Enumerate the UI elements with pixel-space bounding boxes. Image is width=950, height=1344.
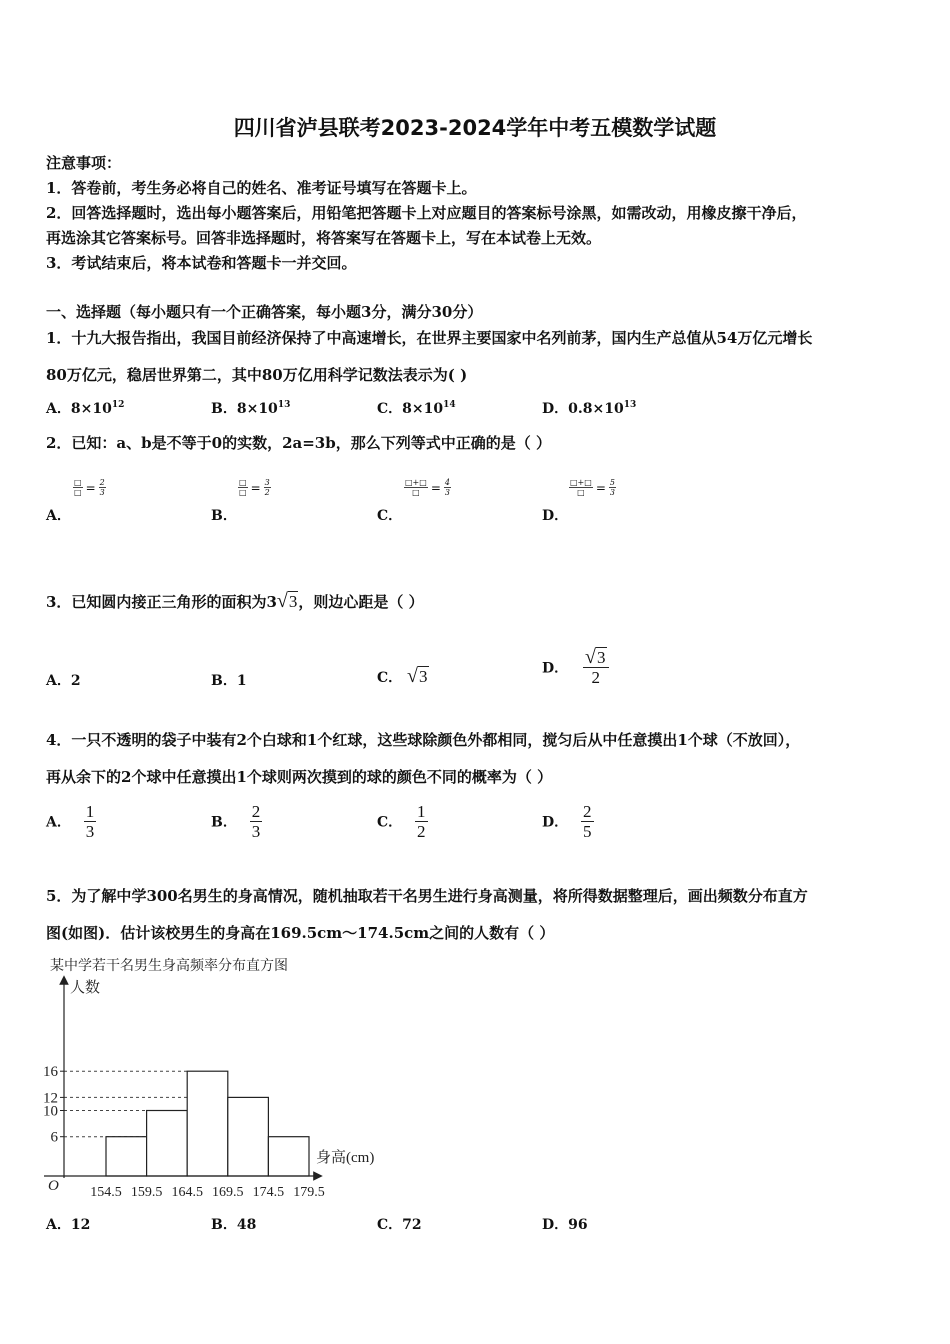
option-exponent: 14 [443, 400, 456, 410]
formula-numerator: 4 [444, 478, 450, 487]
x-tick-label: 159.5 [130, 1185, 163, 1200]
fraction [581, 802, 594, 841]
q2-option-d[interactable]: D． [542, 508, 569, 524]
histogram-bar [106, 1137, 147, 1176]
fraction-denominator: 2 [417, 822, 426, 841]
option-label: A． [46, 401, 71, 417]
fraction-numerator: 2 [251, 802, 261, 821]
x-tick-label: 169.5 [212, 1185, 244, 1200]
notice-heading: 注意事项： [46, 154, 122, 172]
formula-equals: = [85, 480, 96, 495]
question-1-line1: 1．十九大报告指出，我国目前经济保持了中高速增长，在世界主要国家中名列前茅，国内生产总值从54万亿元增长 [46, 329, 813, 347]
y-tick-label: 12 [43, 1090, 58, 1107]
option-value: 96 [568, 1217, 588, 1233]
q2-option-a-formula [73, 470, 106, 497]
option-label: D． [542, 814, 569, 831]
q4-option-c[interactable] [377, 802, 428, 841]
option-base: 8×10 [70, 401, 112, 417]
y-tick-label: 10 [43, 1103, 58, 1120]
q3-option-d[interactable] [542, 648, 609, 687]
q2-option-c[interactable]: C． [377, 508, 403, 524]
q5-option-a[interactable] [46, 1214, 90, 1234]
formula-numerator: □ [74, 478, 82, 487]
formula-equals: = [250, 480, 261, 495]
fraction-numerator: 1 [85, 802, 95, 821]
histogram-chart [0, 950, 420, 1205]
option-value: 2 [70, 673, 81, 689]
formula-numerator: 5 [609, 478, 615, 487]
fraction-denominator: 3 [251, 822, 261, 841]
page-title: 四川省泸县联考2023-2024学年中考五模数学试题 [233, 116, 717, 140]
option-base: 8×10 [402, 401, 444, 417]
fraction-denominator: 3 [85, 822, 95, 841]
formula-numerator: 3 [264, 478, 270, 487]
q1-option-a[interactable] [46, 398, 124, 418]
x-axis-label: 身高(cm) [316, 1150, 375, 1166]
fraction-denominator: 5 [583, 822, 592, 841]
histogram-bar [147, 1111, 188, 1177]
question-1-line2: 80万亿元，稳居世界第二，其中80万亿用科学记数法表示为( ) [46, 366, 468, 384]
option-label: A． [46, 814, 71, 831]
q2-option-c-formula [404, 470, 451, 497]
option-base: 0.8×10 [568, 401, 624, 417]
q2-option-b[interactable]: B． [211, 508, 237, 524]
option-value: 72 [402, 1217, 422, 1233]
option-label: B． [211, 401, 237, 417]
option-label: A． [46, 673, 71, 689]
option-label: A． [46, 1217, 71, 1233]
formula-numerator: 2 [99, 478, 105, 487]
q3-option-b[interactable] [211, 670, 247, 690]
fraction [84, 802, 97, 841]
option-label: C． [377, 670, 403, 686]
sqrt-radicand: 3 [419, 667, 428, 686]
notice-item: 3．考试结束后，将本试卷和答题卡一并交回。 [46, 254, 357, 272]
option-label: C． [377, 814, 403, 831]
option-label: D． [542, 401, 569, 417]
sqrt-radicand: 3 [597, 648, 606, 667]
q5-option-d[interactable] [542, 1214, 588, 1234]
q1-option-b[interactable] [211, 398, 290, 418]
q5-option-b[interactable] [211, 1214, 256, 1234]
sqrt-expression: √3 [276, 590, 298, 612]
formula-denominator: 2 [264, 488, 270, 497]
fraction [415, 802, 428, 841]
option-label: B． [211, 814, 237, 831]
q4-option-a[interactable] [46, 802, 96, 841]
q2-option-b-formula [238, 470, 271, 497]
option-label: D． [542, 1217, 569, 1233]
histogram-bar [187, 1071, 228, 1176]
q1-option-c[interactable] [377, 398, 456, 418]
x-tick-labels [90, 1185, 325, 1200]
fraction-numerator: 1 [417, 802, 426, 821]
formula-equals: = [595, 480, 606, 495]
question-3-text [46, 590, 424, 613]
formula-denominator: □ [239, 488, 247, 497]
formula-numerator: □+□ [405, 478, 427, 487]
formula-denominator: □ [74, 488, 82, 497]
option-exponent: 13 [277, 400, 291, 410]
histogram-bars [106, 1071, 309, 1176]
question-5-line2: 图(如图)．估计该校男生的身高在169.5cm～174.5cm之间的人数有（ ） [46, 924, 555, 942]
histogram-bar [228, 1097, 269, 1176]
x-tick-label: 154.5 [90, 1185, 122, 1200]
x-tick-label: 179.5 [293, 1185, 325, 1200]
formula-denominator: 3 [609, 488, 615, 497]
option-label: B． [211, 673, 237, 689]
y-tick-label: 6 [50, 1129, 58, 1146]
formula-denominator: 3 [444, 488, 450, 497]
x-tick-label: 174.5 [252, 1185, 285, 1200]
fraction: $\frac{√3}{2}$ [583, 648, 608, 687]
section-heading: 一、选择题（每小题只有一个正确答案，每小题3分，满分30分） [46, 303, 483, 321]
y-tick-labels [43, 1064, 59, 1146]
sqrt-expression: √3 [407, 665, 428, 687]
q2-option-a[interactable]: A． [46, 508, 71, 524]
option-exponent: 13 [623, 400, 637, 410]
option-value: 12 [70, 1217, 91, 1233]
question-4-line1: 4．一只不透明的袋子中装有2个白球和1个红球，这些球除颜色外都相同，搅匀后从中任意摸出1个球（不放回）， [46, 731, 801, 749]
origin-label: O [48, 1178, 59, 1194]
formula-equals: = [430, 480, 441, 495]
notice-item: 1．答卷前，考生务必将自己的姓名、准考证号填写在答题卡上。 [46, 179, 477, 197]
formula-numerator: □ [239, 478, 247, 487]
fraction-denominator: 2 [591, 668, 600, 687]
option-value: 48 [236, 1217, 257, 1233]
q5-option-c[interactable] [377, 1214, 422, 1234]
option-exponent: 12 [111, 400, 125, 410]
q2-option-d-formula [569, 470, 616, 497]
option-value: 1 [236, 673, 247, 689]
fraction-numerator: 2 [583, 802, 592, 821]
q3-option-a[interactable] [46, 670, 81, 690]
question-2-text: 2．已知：a、b是不等于0的实数，2a=3b，那么下列等式中正确的是（ ） [46, 434, 551, 452]
option-label: C． [377, 1217, 403, 1233]
option-label: D． [542, 660, 569, 677]
option-label: B． [211, 1217, 237, 1233]
chart-title: 某中学若干名男生身高频率分布直方图 [50, 959, 288, 974]
q3-option-c[interactable] [377, 665, 429, 688]
histogram-bar [268, 1137, 309, 1176]
x-tick-label: 164.5 [171, 1185, 203, 1200]
q1-option-d[interactable] [542, 398, 636, 418]
formula-denominator: □ [412, 488, 420, 497]
question-4-line2: 再从余下的2个球中任意摸出1个球则两次摸到的球的颜色不同的概率为（ ） [46, 768, 553, 786]
question-5-line1: 5．为了解中学300名男生的身高情况，随机抽取若干名男生进行身高测量，将所得数据整理后，画出频数分布直方 [46, 887, 808, 905]
q4-option-d[interactable] [542, 802, 594, 841]
option-base: 8×10 [236, 401, 278, 417]
notice-item: 再选涂其它答案标号。回答非选择题时，将答案写在答题卡上，写在本试卷上无效。 [46, 229, 602, 247]
question-3-before: 3．已知圆内接正三角形的面积为3 [46, 593, 277, 611]
notice-item: 2．回答选择题时，选出每小题答案后，用铅笔把答题卡上对应题目的答案标号涂黑，如需改动，用橡皮擦干净后， [46, 204, 807, 222]
sqrt-radicand: 3 [288, 592, 298, 611]
q4-option-b[interactable] [211, 802, 262, 841]
formula-numerator: □+□ [570, 478, 592, 487]
y-tick-label: 16 [43, 1064, 58, 1081]
question-3-after: ，则边心距是（ ） [298, 593, 424, 611]
y-axis-label: 人数 [70, 980, 101, 996]
fraction [250, 802, 263, 841]
option-label: C． [377, 401, 403, 417]
formula-denominator: □ [577, 488, 585, 497]
formula-denominator: 3 [99, 488, 105, 497]
